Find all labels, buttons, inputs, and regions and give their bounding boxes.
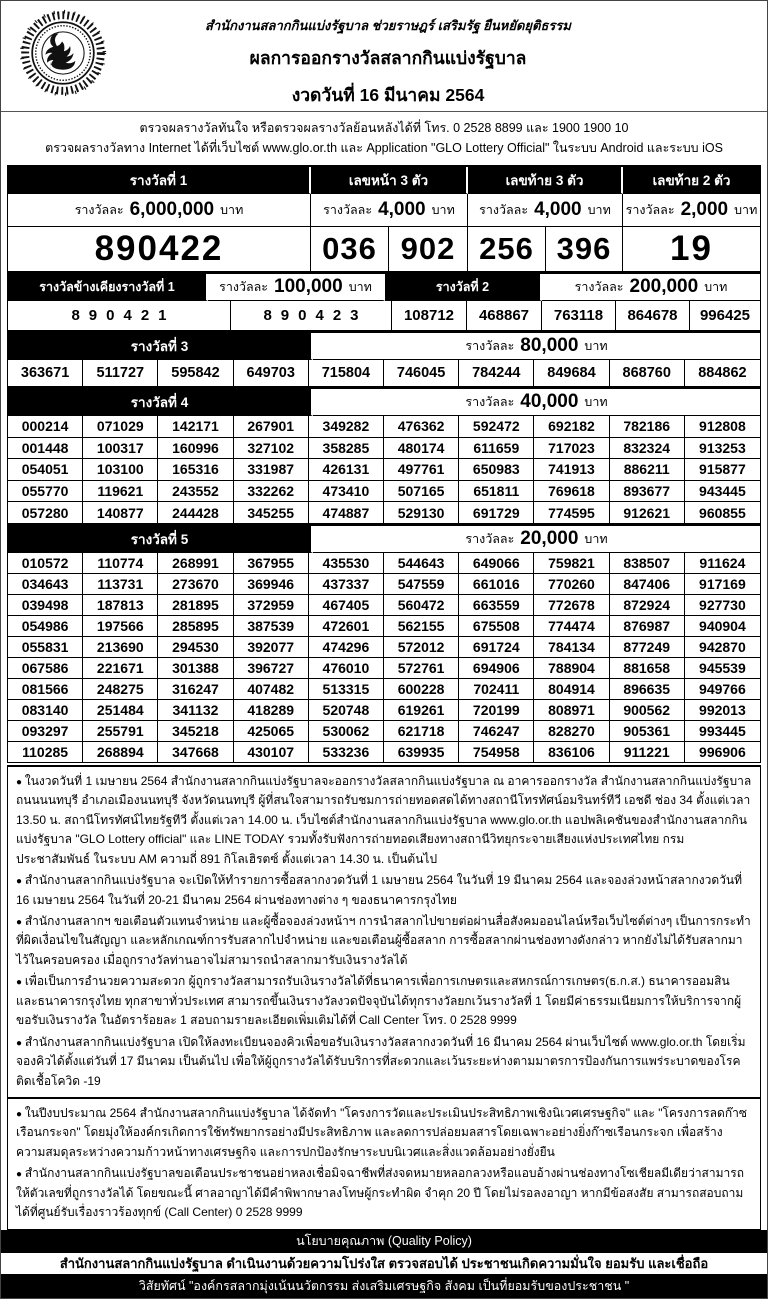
winning-number: 474887 <box>309 502 384 524</box>
prize5-amount: รางวัลละ 20,000 บาท <box>313 526 760 553</box>
winning-number: 911624 <box>685 553 760 574</box>
winning-number: 467405 <box>309 595 384 616</box>
winning-number: 945539 <box>685 658 760 679</box>
winning-number: 327102 <box>234 438 309 460</box>
number-row <box>8 721 760 742</box>
winning-number: 407482 <box>234 679 309 700</box>
number-row <box>8 502 760 524</box>
winning-number: 476010 <box>309 658 384 679</box>
winning-number: 055770 <box>8 481 83 503</box>
winning-number: 890421 <box>8 301 231 331</box>
winning-number: 900562 <box>610 700 685 721</box>
winning-number: 529130 <box>384 502 459 524</box>
winning-number: 913253 <box>685 438 760 460</box>
prize3-table <box>7 331 761 387</box>
winning-number: 067586 <box>8 658 83 679</box>
page-title: ผลการออกรางวัลสลากกินแบ่งรัฐบาล <box>249 48 527 68</box>
front3-amount: รางวัลละ 4,000 บาท <box>311 194 468 227</box>
prize1-numbers-row <box>7 227 761 272</box>
winning-number: 621718 <box>384 721 459 742</box>
near-prize1-amount: รางวัลละ 100,000 บาท <box>208 274 385 301</box>
winning-number: 294530 <box>158 637 233 658</box>
winning-number: 140877 <box>83 502 158 524</box>
winning-number: 256 <box>468 227 546 272</box>
winning-number: 864678 <box>616 301 690 331</box>
winning-number: 872924 <box>610 595 685 616</box>
winning-number: 639935 <box>384 742 459 763</box>
winning-number: 592472 <box>459 416 534 438</box>
prize1-label: รางวัลที่ 1 <box>8 167 311 194</box>
winning-number: 884862 <box>685 360 760 387</box>
winning-number: 992013 <box>685 700 760 721</box>
winning-number: 251484 <box>83 700 158 721</box>
winning-number: 912808 <box>685 416 760 438</box>
winning-number: 782186 <box>610 416 685 438</box>
front3-label: เลขหน้า 3 ตัว <box>311 167 468 194</box>
prize3-amount: รางวัลละ 80,000 บาท <box>313 333 760 360</box>
winning-number: 547559 <box>384 574 459 595</box>
info-line-phone: ตรวจผลรางวัลทันใจ หรือตรวจผลรางวัลย้อนหลังได้ที่ โทร. 0 2528 8899 และ 1900 1900 10 <box>139 121 629 135</box>
winning-number: 832324 <box>610 438 685 460</box>
winning-number: 650983 <box>459 459 534 481</box>
winning-number: 426131 <box>309 459 384 481</box>
winning-number: 103100 <box>83 459 158 481</box>
winning-number: 285895 <box>158 616 233 637</box>
winning-number: 560472 <box>384 595 459 616</box>
winning-number: 774595 <box>534 502 609 524</box>
winning-number: 332262 <box>234 481 309 503</box>
winning-number: 268991 <box>158 553 233 574</box>
winning-number: 746247 <box>459 721 534 742</box>
winning-number: 804914 <box>534 679 609 700</box>
winning-number: 387539 <box>234 616 309 637</box>
winning-number: 054051 <box>8 459 83 481</box>
quality-policy-text: สำนักงานสลากกินแบ่งรัฐบาล ดำเนินงานด้วยความโปร่งใส ตรวจสอบได้ ประชาชนเกิดความมั่นใจ ยอมรับ และเชื่อถือ <box>1 1253 767 1275</box>
prize5-numbers <box>7 553 761 763</box>
winning-number: 720199 <box>459 700 534 721</box>
winning-number: 396727 <box>234 658 309 679</box>
number-row <box>8 679 760 700</box>
winning-number: 600228 <box>384 679 459 700</box>
header <box>1 1 767 111</box>
side-prize-header-row <box>7 272 761 301</box>
number-row <box>8 637 760 658</box>
winning-number: 993445 <box>685 721 760 742</box>
winning-number: 808971 <box>534 700 609 721</box>
prize2-amount: รางวัลละ 200,000 บาท <box>542 274 760 301</box>
prize4-table <box>7 387 761 524</box>
prize4-header-row <box>7 387 761 416</box>
winning-number: 838507 <box>610 553 685 574</box>
winning-number: 480174 <box>384 438 459 460</box>
winning-number: 943445 <box>685 481 760 503</box>
winning-number: 358285 <box>309 438 384 460</box>
winning-number: 770260 <box>534 574 609 595</box>
number-row <box>8 438 760 460</box>
winning-number: 849684 <box>534 360 609 387</box>
winning-number: 511727 <box>83 360 158 387</box>
winning-number: 267901 <box>234 416 309 438</box>
prize5-label: รางวัลที่ 5 <box>8 526 313 553</box>
winning-number: 435530 <box>309 553 384 574</box>
winning-number: 877249 <box>610 637 685 658</box>
last2-label: เลขท้าย 2 ตัว <box>623 167 760 194</box>
prize1-header-row <box>7 165 761 194</box>
winning-number: 473410 <box>309 481 384 503</box>
winning-number: 828270 <box>534 721 609 742</box>
prize5-table <box>7 524 761 763</box>
prize5-header-row <box>7 524 761 553</box>
winning-number: 675508 <box>459 616 534 637</box>
winning-number: 530062 <box>309 721 384 742</box>
near-prize1-label: รางวัลข้างเคียงรางวัลที่ 1 <box>8 274 208 301</box>
winning-number: 081566 <box>8 679 83 700</box>
winning-number: 533236 <box>309 742 384 763</box>
winning-number: 474296 <box>309 637 384 658</box>
winning-number: 996425 <box>690 301 760 331</box>
winning-number: 281895 <box>158 595 233 616</box>
winning-number: 691729 <box>459 502 534 524</box>
winning-number: 905361 <box>610 721 685 742</box>
winning-number: 039498 <box>8 595 83 616</box>
winning-number: 142171 <box>158 416 233 438</box>
winning-number: 940904 <box>685 616 760 637</box>
winning-number: 746045 <box>384 360 459 387</box>
winning-number: 912621 <box>610 502 685 524</box>
winning-number: 759821 <box>534 553 609 574</box>
office-motto: สำนักงานสลากกินแบ่งรัฐบาล ช่วยราษฎร์ เสริมรัฐ ยืนหยัดยุติธรรม <box>205 18 571 33</box>
prize3-header-row <box>7 331 761 360</box>
winning-number: 331987 <box>234 459 309 481</box>
prize2-label: รางวัลที่ 2 <box>385 274 542 301</box>
winning-number: 425065 <box>234 721 309 742</box>
note-item: ● ในปีงบประมาณ 2564 สำนักงานสลากกินแบ่งรัฐบาล ได้จัดทำ "โครงการวัดและประเมินประสิทธิภาพเชิงนิเวศเศรษฐกิจ" และ "โครงการลดก๊าซเรือนกระจก" โดยมุ่งให้องค์กรเกิดการใช้ทรัพยากรอย่างมีประสิทธิภาพ และลดการปล่อยมลสารโดยเฉพาะอย่างยิ่งก๊าซเรือนกระจก เพื่อสร้างความสมดุลระหว่างความก้าวหน้าทางเศรษฐกิจ และการปกป้องรักษาระบบนิเวศและสิ่งแวดล้อมอย่างยั่งยืน <box>16 1104 752 1162</box>
number-row <box>8 700 760 721</box>
winning-number: 942870 <box>685 637 760 658</box>
winning-number: 763118 <box>542 301 616 331</box>
winning-number: 890422 <box>8 227 311 272</box>
side-prize-numbers-row <box>7 301 761 331</box>
winning-number: 520748 <box>309 700 384 721</box>
prize4-amount: รางวัลละ 40,000 บาท <box>313 389 760 416</box>
additional-notes <box>7 1098 761 1230</box>
winning-number: 036 <box>311 227 389 272</box>
winning-number: 902 <box>389 227 468 272</box>
winning-number: 341132 <box>158 700 233 721</box>
winning-number: 694906 <box>459 658 534 679</box>
prize1-amount-row <box>7 194 761 227</box>
winning-number: 110774 <box>83 553 158 574</box>
winning-number: 741913 <box>534 459 609 481</box>
winning-number: 476362 <box>384 416 459 438</box>
winning-number: 836106 <box>534 742 609 763</box>
number-row <box>8 481 760 503</box>
winning-number: 692182 <box>534 416 609 438</box>
winning-number: 868760 <box>610 360 685 387</box>
winning-number: 244428 <box>158 502 233 524</box>
announcement-notes <box>7 765 761 1098</box>
winning-number: 896635 <box>610 679 685 700</box>
winning-number: 572012 <box>384 637 459 658</box>
winning-number: 772678 <box>534 595 609 616</box>
winning-number: 221671 <box>83 658 158 679</box>
winning-number: 917169 <box>685 574 760 595</box>
winning-number: 996906 <box>685 742 760 763</box>
winning-number: 661016 <box>459 574 534 595</box>
winning-number: 301388 <box>158 658 233 679</box>
prize3-numbers <box>7 360 761 387</box>
winning-number: 611659 <box>459 438 534 460</box>
winning-number: 054986 <box>8 616 83 637</box>
winning-number: 372959 <box>234 595 309 616</box>
winning-number: 367955 <box>234 553 309 574</box>
winning-number: 113731 <box>83 574 158 595</box>
last2-amount: รางวัลละ 2,000 บาท <box>623 194 760 227</box>
winning-number: 927730 <box>685 595 760 616</box>
prize3-label: รางวัลที่ 3 <box>8 333 313 360</box>
winning-number: 562155 <box>384 616 459 637</box>
winning-number: 363671 <box>8 360 83 387</box>
winning-number: 497761 <box>384 459 459 481</box>
winning-number: 055831 <box>8 637 83 658</box>
winning-number: 093297 <box>8 721 83 742</box>
winning-number: 649703 <box>234 360 309 387</box>
number-row <box>8 416 760 438</box>
prize1-table <box>7 165 761 272</box>
winning-number: 949766 <box>685 679 760 700</box>
note-item: ● สำนักงานสลากฯ ขอเตือนตัวแทนจำหน่าย และผู้ซื้อจองล่วงหน้าฯ การนำสลากไปขายต่อผ่านสื่อสังคมออนไลน์หรือเว็บไซต์ต่างๆ เป็นการกระทำที่ผิดเงื่อนไขในสัญญา และหลักเกณฑ์การรับสลากไปจำหน่าย และขอเตือนผู้ซื้อสลาก การซื้อสลากผ่านช่องทางดังกล่าว หากยังไม่ได้รับสลากมาไว้ในครอบครอง เมื่อถูกรางวัลท่านอาจไม่สามารถนำสลากมารับเงินรางวัลได้ <box>16 912 752 970</box>
winning-number: 160996 <box>158 438 233 460</box>
winning-number: 507165 <box>384 481 459 503</box>
winning-number: 369946 <box>234 574 309 595</box>
winning-number: 108712 <box>392 301 467 331</box>
winning-number: 960855 <box>685 502 760 524</box>
winning-number: 165316 <box>158 459 233 481</box>
winning-number: 119621 <box>83 481 158 503</box>
prize1-amount: รางวัลละ 6,000,000 บาท <box>8 194 311 227</box>
winning-number: 316247 <box>158 679 233 700</box>
header-text <box>107 9 757 109</box>
winning-number: 784134 <box>534 637 609 658</box>
winning-number: 392077 <box>234 637 309 658</box>
note-item: ● สำนักงานสลากกินแบ่งรัฐบาลขอเตือนประชาชนอย่าหลงเชื่อมิจฉาชีพที่ส่งจดหมายหลอกลวงหรือแอบอ้างผ่านช่องทางโซเชียลมีเดียว่าสามารถให้ตัวเลขที่ถูกรางวัลได้ โดยขณะนี้ ศาลอาญาได้มีคำพิพากษาลงโทษผู้กระทำผิด จำคุก 20 ปี โดยไม่รอลงอาญา หากมีข้อสงสัย สามารถสอบถามได้ที่ศูนย์รับเรื่องราวร้องทุกข์ (Call Center) 0 2528 9999 <box>16 1164 752 1222</box>
winning-number: 651811 <box>459 481 534 503</box>
winning-number: 890423 <box>231 301 392 331</box>
vision-statement: วิสัยทัศน์ "องค์กรสลากมุ่งเน้นนวัตกรรม ส่งเสริมเศรษฐกิจ สังคม เป็นที่ยอมรับของประชาชน " <box>1 1275 767 1298</box>
winning-number: 788904 <box>534 658 609 679</box>
winning-number: 572761 <box>384 658 459 679</box>
winning-number: 468867 <box>467 301 542 331</box>
info-line-internet: ตรวจผลรางวัลทาง Internet ได้ที่เว็บไซต์ www.glo.or.th และ Application "GLO Lottery Official" ในระบบ Android และระบบ iOS <box>45 141 723 155</box>
winning-number: 911221 <box>610 742 685 763</box>
winning-number: 437337 <box>309 574 384 595</box>
winning-number: 472601 <box>309 616 384 637</box>
winning-number: 345255 <box>234 502 309 524</box>
winning-number: 886211 <box>610 459 685 481</box>
winning-number: 347668 <box>158 742 233 763</box>
winning-number: 876987 <box>610 616 685 637</box>
note-item: ● เพื่อเป็นการอำนวยความสะดวก ผู้ถูกรางวัลสามารถรับเงินรางวัลได้ที่ธนาคารเพื่อการเกษตรและสหกรณ์การเกษตร(ธ.ก.ส.) ธนาคารออมสิน และธนาคารกรุงไทย ทุกสาขาทั่วประเทศ สามารถขึ้นเงินรางวัลงวดปัจจุบันได้ทุกรางวัลยกเว้นรางวัลที่ 1 โดยมีค่าธรรมเนียมการให้บริการจากผู้ขอรับเงินรางวัล ในอัตราร้อยละ 1 สอบถามรายละเอียดเพิ่มเติมได้ที่ Call Center โทร. 0 2528 9999 <box>16 972 752 1030</box>
winning-number: 430107 <box>234 742 309 763</box>
side-prize-table <box>7 272 761 331</box>
number-row <box>8 658 760 679</box>
winning-number: 248275 <box>83 679 158 700</box>
quality-policy-title: นโยบายคุณภาพ (Quality Policy) <box>1 1230 767 1253</box>
check-results-info <box>1 111 767 165</box>
winning-number: 268894 <box>83 742 158 763</box>
winning-number: 717023 <box>534 438 609 460</box>
winning-number: 349282 <box>309 416 384 438</box>
prize4-numbers <box>7 416 761 524</box>
number-row <box>8 616 760 637</box>
footer <box>1 1230 767 1298</box>
glo-seal-icon <box>19 9 107 97</box>
prize4-label: รางวัลที่ 4 <box>8 389 313 416</box>
winning-number: 345218 <box>158 721 233 742</box>
winning-number: 010572 <box>8 553 83 574</box>
winning-number: 273670 <box>158 574 233 595</box>
winning-number: 396 <box>546 227 623 272</box>
winning-number: 915877 <box>685 459 760 481</box>
winning-number: 513315 <box>309 679 384 700</box>
winning-number: 702411 <box>459 679 534 700</box>
winning-number: 769618 <box>534 481 609 503</box>
winning-number: 418289 <box>234 700 309 721</box>
number-row <box>8 459 760 481</box>
winning-number: 881658 <box>610 658 685 679</box>
winning-number: 893677 <box>610 481 685 503</box>
winning-number: 784244 <box>459 360 534 387</box>
winning-number: 255791 <box>83 721 158 742</box>
winning-number: 19 <box>623 227 760 272</box>
last3-amount: รางวัลละ 4,000 บาท <box>468 194 623 227</box>
winning-number: 243552 <box>158 481 233 503</box>
note-item: ● ในงวดวันที่ 1 เมษายน 2564 สำนักงานสลากกินแบ่งรัฐบาลจะออกรางวัลสลากกินแบ่งรัฐบาล ณ อาคารออกรางวัล สำนักงานสลากกินแบ่งรัฐบาล ถนนนนทบุรี อำเภอเมืองนนทบุรี จังหวัดนนทบุรี ผู้ที่สนใจสามารถรับชมการถ่ายทอดสดได้ทางสถานีโทรทัศน์อมรินทร์ทีวี เอชดี ช่อง 34 ตั้งแต่เวลา 13.50 น. สถานีโทรทัศน์ไทยรัฐทีวี ตั้งแต่เวลา 14.00 น. เว็บไซต์สำนักงานสลากกินแบ่งรัฐบาล www.glo.or.th แอปพลิเคชันของสำนักงานสลากกินแบ่งรัฐบาล "GLO Lottery official" และ LINE TODAY รวมทั้งรับฟังการถ่ายทอดเสียงทางสถานีวิทยุกระจายเสียงแห่งประเทศไทย กรมประชาสัมพันธ์ ในระบบ AM ความถี่ 891 กิโลเฮิรตซ์ ตั้งแต่เวลา 14.30 น. เป็นต้นไป <box>16 772 752 869</box>
winning-number: 774474 <box>534 616 609 637</box>
winning-number: 187813 <box>83 595 158 616</box>
note-item: ● สำนักงานสลากกินแบ่งรัฐบาล เปิดให้ลงทะเบียนจองคิวเพื่อขอรับเงินรางวัลสลากงวดวันที่ 16 มีนาคม 2564 ผ่านเว็บไซต์ www.glo.or.th โดยเริ่มจองคิวได้ตั้งแต่วันที่ 17 มีนาคม เป็นต้นไป เพื่อให้ผู้ถูกรางวัลได้รับบริการที่สะดวกและเว้นระยะห่างตามมาตรการป้องกันการแพร่ระบาดของโรคติดเชื้อโควิด -19 <box>16 1033 752 1091</box>
winning-number: 213690 <box>83 637 158 658</box>
winning-number: 544643 <box>384 553 459 574</box>
winning-number: 100317 <box>83 438 158 460</box>
winning-number: 083140 <box>8 700 83 721</box>
winning-number: 071029 <box>83 416 158 438</box>
winning-number: 001448 <box>8 438 83 460</box>
note-item: ● สำนักงานสลากกินแบ่งรัฐบาล จะเปิดให้ทำรายการซื้อสลากงวดวันที่ 1 เมษายน 2564 ในวันที่ 19 มีนาคม 2564 และจองล่วงหน้าสลากงวดวันที่ 16 เมษายน 2564 ในวันที่ 20-21 มีนาคม 2564 ผ่านช่องทางต่าง ๆ ของธนาคารกรุงไทย <box>16 871 752 910</box>
last3-label: เลขท้าย 3 ตัว <box>468 167 623 194</box>
number-row <box>8 553 760 574</box>
winning-number: 595842 <box>158 360 233 387</box>
number-row <box>8 595 760 616</box>
number-row <box>8 742 760 763</box>
winning-number: 034643 <box>8 574 83 595</box>
winning-number: 649066 <box>459 553 534 574</box>
draw-date: งวดวันที่ 16 มีนาคม 2564 <box>291 85 485 105</box>
winning-number: 691724 <box>459 637 534 658</box>
winning-number: 754958 <box>459 742 534 763</box>
winning-number: 663559 <box>459 595 534 616</box>
winning-number: 619261 <box>384 700 459 721</box>
number-row <box>8 574 760 595</box>
winning-number: 000214 <box>8 416 83 438</box>
winning-number: 197566 <box>83 616 158 637</box>
winning-number: 057280 <box>8 502 83 524</box>
winning-number: 110285 <box>8 742 83 763</box>
winning-number: 847406 <box>610 574 685 595</box>
winning-number: 715804 <box>309 360 384 387</box>
